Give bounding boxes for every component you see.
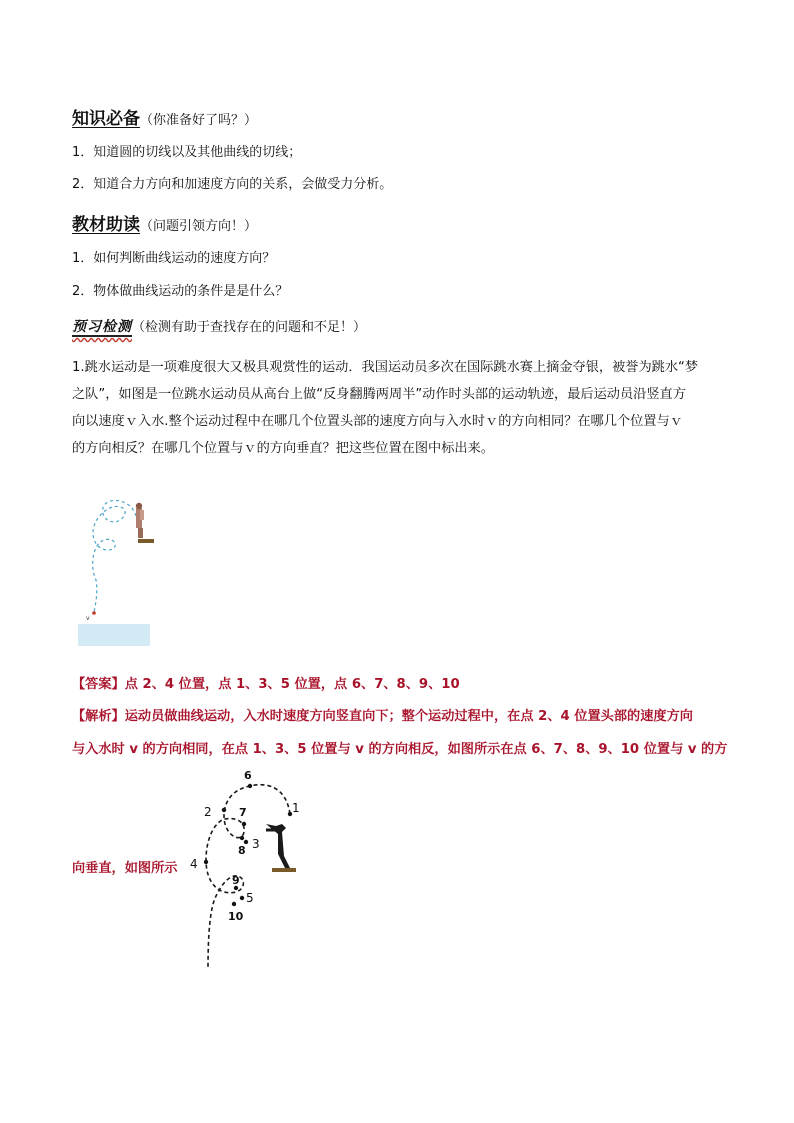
point-label-2: 2 bbox=[204, 805, 212, 819]
answer-text: 点 2、4 位置，点 1、3、5 位置，点 6、7、8、9、10 bbox=[124, 677, 460, 692]
analysis-line-3: 向垂直，如图所示 bbox=[72, 861, 178, 876]
trajectory-path-2 bbox=[206, 785, 290, 969]
analysis-line-1 bbox=[72, 703, 693, 730]
textbook-note: （问题引领方向！） bbox=[140, 219, 258, 234]
question-line-4: 的方向相反？在哪几个位置与ｖ的方向垂直？把这些位置在图中标出来。 bbox=[72, 441, 494, 456]
point-label-5: 5 bbox=[246, 891, 254, 905]
point-label-7: 7 bbox=[239, 806, 247, 819]
answer-label: 【答案】 bbox=[72, 677, 125, 692]
question-line-1: 1.跳水运动是一项难度很大又极具观赏性的运动．我国运动员多次在国际跳水赛上摘金夺银，被誉为跳水“梦 bbox=[72, 360, 699, 375]
point-label-4: 4 bbox=[190, 857, 198, 871]
preview-question bbox=[72, 354, 722, 462]
point-label-3: 3 bbox=[252, 837, 260, 851]
preview-header bbox=[72, 316, 366, 336]
diver-silhouette bbox=[266, 824, 290, 870]
point-label-9: 9 bbox=[232, 874, 240, 887]
textbook-item-1: 1．如何判断曲线运动的速度方向？ bbox=[72, 251, 276, 266]
water-surface bbox=[78, 624, 150, 646]
knowledge-item-1: 1．知道圆的切线以及其他曲线的切线； bbox=[72, 145, 302, 160]
knowledge-note: （你准备好了吗？） bbox=[140, 113, 258, 128]
diver-icon bbox=[136, 503, 144, 538]
diver-trajectory-figure bbox=[76, 488, 176, 648]
analysis-text-1: 运动员做曲线运动，入水时速度方向竖直向下；整个运动过程中，在点 2、4 位置头部的速度方向 bbox=[124, 709, 693, 724]
question-line-2: 之队”，如图是一位跳水运动员从高台上做“反身翻腾两周半”动作时头部的运动轨迹，最后运动员沿竖直方 bbox=[72, 387, 686, 402]
platform bbox=[138, 539, 154, 543]
preview-note: （检测有助于查找存在的问题和不足！） bbox=[132, 320, 367, 335]
platform-2 bbox=[272, 868, 296, 872]
textbook-title: 教材助读 bbox=[72, 215, 140, 235]
preview-title: 预习检测 bbox=[72, 319, 132, 335]
entry-point bbox=[92, 611, 96, 615]
point-label-8: 8 bbox=[238, 844, 246, 857]
answer-block bbox=[72, 671, 460, 698]
textbook-header bbox=[72, 210, 257, 235]
knowledge-item-2: 2．知道合力方向和加速度方向的关系，会做受力分析。 bbox=[72, 177, 393, 192]
point-label-6: 6 bbox=[244, 769, 252, 782]
velocity-label: v bbox=[86, 615, 90, 622]
point-label-10: 10 bbox=[228, 910, 244, 923]
analysis-line-2: 与入水时 v 的方向相同，在点 1、3、5 位置与 v 的方向相反，如图所示在点 6、7、8、9、10 位置与 v 的方 bbox=[72, 742, 728, 757]
textbook-item-2: 2．物体做曲线运动的条件是是什么？ bbox=[72, 284, 289, 299]
knowledge-title: 知识必备 bbox=[72, 109, 140, 129]
numbered-trajectory-figure bbox=[186, 764, 306, 974]
point-label-1: 1 bbox=[292, 801, 300, 815]
question-line-3: 向以速度ｖ入水.整个运动过程中在哪几个位置头部的速度方向与入水时ｖ的方向相同？在哪几个位置与ｖ bbox=[72, 414, 683, 429]
knowledge-header bbox=[72, 104, 257, 129]
analysis-label: 【解析】 bbox=[72, 709, 125, 724]
trajectory-path bbox=[93, 500, 136, 612]
